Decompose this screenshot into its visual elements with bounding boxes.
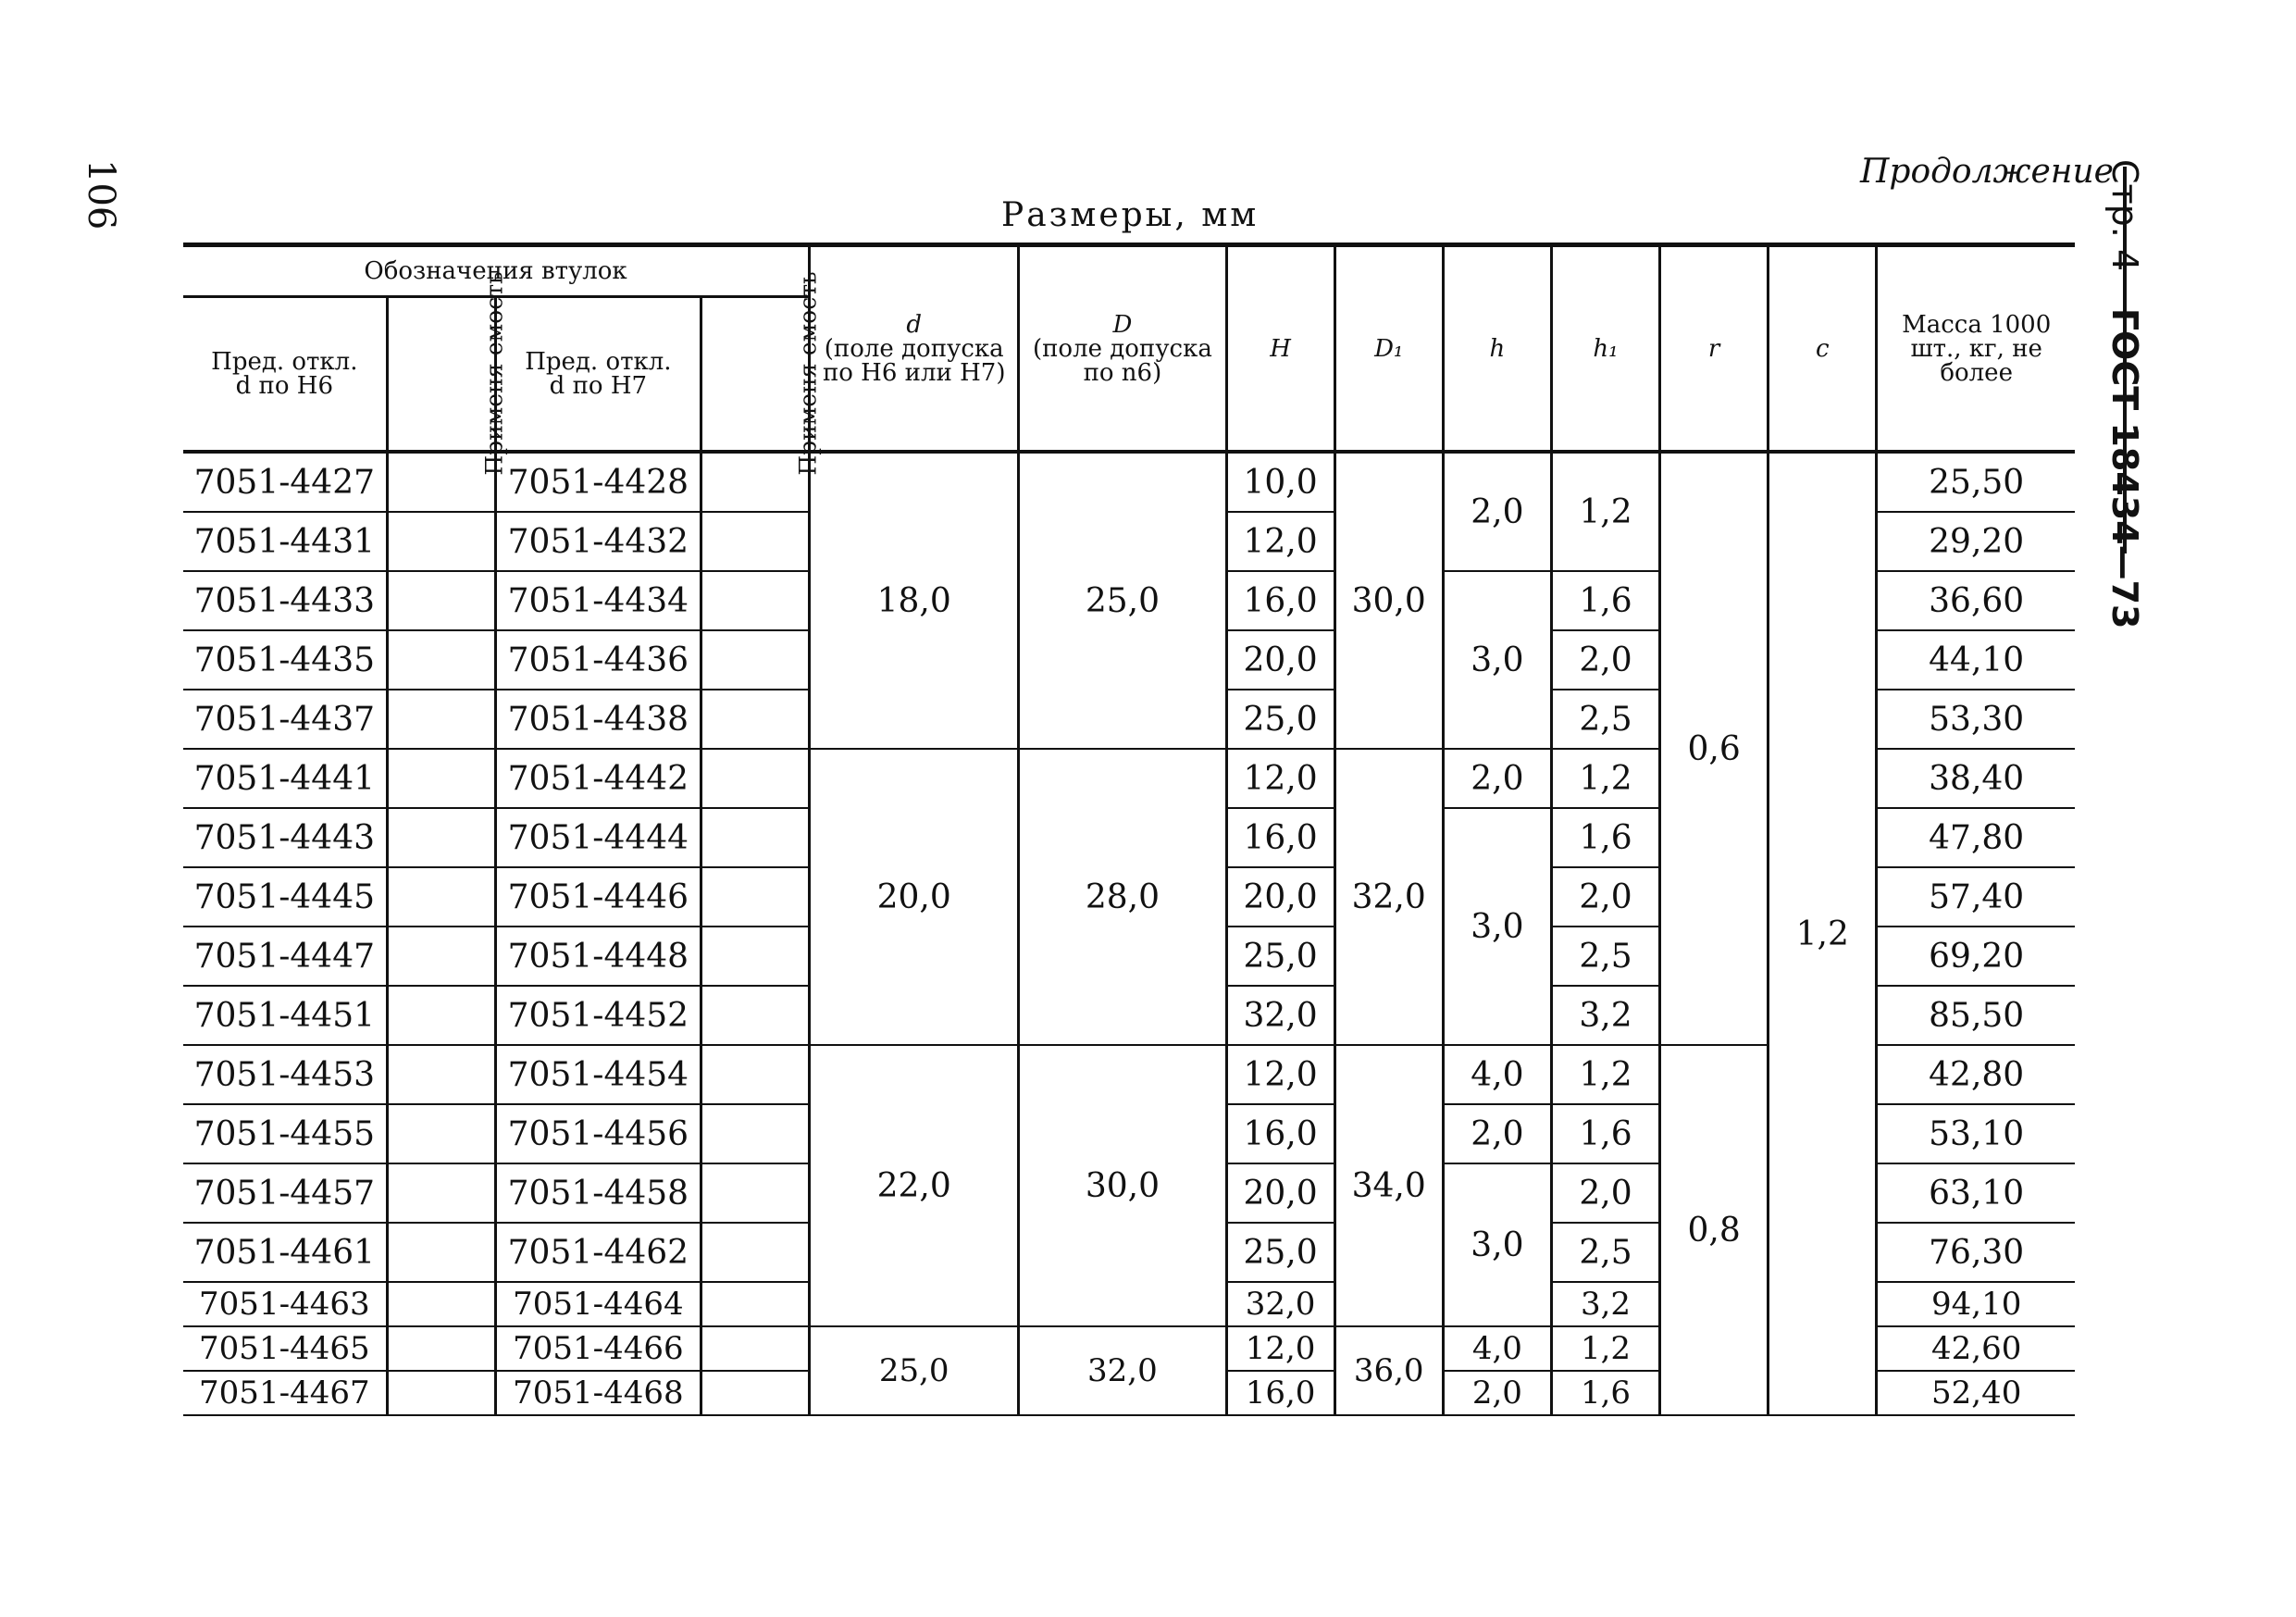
mass-value: 47,80 [1877, 808, 2075, 867]
h-value: 4,0 [1443, 1326, 1551, 1371]
D-value: 32,0 [1019, 1326, 1226, 1415]
designation-h7: 7051-4448 [495, 927, 701, 986]
applicability-cell [701, 630, 809, 690]
designation-h6: 7051-4451 [183, 986, 387, 1045]
dimensions-table-wrap [183, 243, 2075, 1416]
mass-value: 36,60 [1877, 571, 2075, 630]
header-H-label: H [1270, 334, 1291, 363]
h-value: 3,0 [1443, 808, 1551, 1045]
header-applicability-1 [387, 271, 508, 476]
dimensions-table [183, 243, 2075, 1416]
H-value: 32,0 [1226, 986, 1334, 1045]
designation-h6: 7051-4443 [183, 808, 387, 867]
applicability-cell [701, 1326, 809, 1371]
designation-h6: 7051-4447 [183, 927, 387, 986]
header-r-label: r [1707, 334, 1720, 363]
mass-value: 29,20 [1877, 512, 2075, 571]
header-D1 [1334, 245, 1443, 453]
D-value: 25,0 [1019, 452, 1226, 749]
applicability-cell [387, 690, 495, 749]
applicability-cell [387, 986, 495, 1045]
mass-value: 94,10 [1877, 1282, 2075, 1326]
table-caption: Размеры, мм [1001, 196, 1260, 234]
header-mass: Масса 1000 шт., кг, не более [1877, 245, 2075, 453]
applicability-cell [701, 1371, 809, 1415]
header-d-symbol: d [906, 310, 923, 339]
header-H [1226, 245, 1334, 453]
mass-value: 42,80 [1877, 1045, 2075, 1104]
h-value: 3,0 [1443, 571, 1551, 749]
header-h6-sub: d по H6 [235, 372, 333, 400]
applicability-cell [701, 1104, 809, 1163]
h-value: 2,0 [1443, 1104, 1551, 1163]
designation-h7: 7051-4434 [495, 571, 701, 630]
mass-value: 42,60 [1877, 1326, 2075, 1371]
H-value: 10,0 [1226, 452, 1334, 512]
h1-value: 2,5 [1551, 690, 1659, 749]
applicability-cell [387, 1163, 495, 1223]
H-value: 25,0 [1226, 690, 1334, 749]
H-value: 16,0 [1226, 808, 1334, 867]
applicability-cell [701, 867, 809, 927]
H-value: 12,0 [1226, 512, 1334, 571]
mass-value: 85,50 [1877, 986, 2075, 1045]
d-value: 25,0 [810, 1326, 1019, 1415]
H-value: 16,0 [1226, 1371, 1334, 1415]
designation-h7: 7051-4454 [495, 1045, 701, 1104]
D1-value: 32,0 [1334, 749, 1443, 1045]
H-value: 20,0 [1226, 867, 1334, 927]
header-d [810, 245, 1019, 453]
designation-h7: 7051-4428 [495, 452, 701, 512]
header-applicability-1-label: Применя-емость [480, 271, 508, 476]
designation-h6: 7051-4465 [183, 1326, 387, 1371]
applicability-cell [701, 571, 809, 630]
h1-value: 2,0 [1551, 867, 1659, 927]
h1-value: 2,0 [1551, 1163, 1659, 1223]
H-value: 32,0 [1226, 1282, 1334, 1326]
designation-h6: 7051-4435 [183, 630, 387, 690]
side-header [2104, 159, 2145, 628]
applicability-cell [701, 1045, 809, 1104]
designation-h6: 7051-4453 [183, 1045, 387, 1104]
H-value: 16,0 [1226, 1104, 1334, 1163]
header-h6 [183, 297, 387, 453]
designation-h7: 7051-4436 [495, 630, 701, 690]
D-value: 30,0 [1019, 1045, 1226, 1326]
designation-h7: 7051-4458 [495, 1163, 701, 1223]
mass-value: 53,30 [1877, 690, 2075, 749]
header-D-desc: (поле допуска по n6) [1032, 334, 1212, 387]
applicability-cell [701, 749, 809, 808]
header-applicability-2 [701, 271, 822, 476]
applicability-cell [387, 867, 495, 927]
h1-value: 2,0 [1551, 630, 1659, 690]
h1-value: 1,2 [1551, 452, 1659, 571]
header-h7 [495, 297, 701, 453]
h1-value: 1,2 [1551, 1045, 1659, 1104]
designation-h6: 7051-4427 [183, 452, 387, 512]
applicability-cell [701, 986, 809, 1045]
D-value: 28,0 [1019, 749, 1226, 1045]
h1-value: 3,2 [1551, 1282, 1659, 1326]
header-applicability-2-label: Применя-емость [794, 271, 822, 476]
h-value: 4,0 [1443, 1045, 1551, 1104]
applicability-cell [387, 1326, 495, 1371]
H-value: 12,0 [1226, 1045, 1334, 1104]
mass-value: 63,10 [1877, 1163, 2075, 1223]
designation-h6: 7051-4445 [183, 867, 387, 927]
continuation-label: Продолжение [1860, 153, 2114, 191]
d-value: 20,0 [810, 749, 1019, 1045]
mass-value: 38,40 [1877, 749, 2075, 808]
header-h6-label: Пред. откл. [211, 348, 358, 376]
r-value: 0,8 [1660, 1045, 1769, 1415]
D1-value: 36,0 [1334, 1326, 1443, 1415]
applicability-cell [701, 1163, 809, 1223]
applicability-cell [387, 1045, 495, 1104]
mass-value: 53,10 [1877, 1104, 2075, 1163]
designation-h7: 7051-4432 [495, 512, 701, 571]
designation-h7: 7051-4464 [495, 1282, 701, 1326]
designation-h6: 7051-4461 [183, 1223, 387, 1282]
header-h7-label: Пред. откл. [525, 348, 672, 376]
H-value: 25,0 [1226, 1223, 1334, 1282]
designation-h6: 7051-4433 [183, 571, 387, 630]
h1-value: 1,6 [1551, 808, 1659, 867]
h1-value: 1,2 [1551, 749, 1659, 808]
applicability-cell [387, 1282, 495, 1326]
applicability-cell [387, 808, 495, 867]
applicability-cell [387, 1371, 495, 1415]
mass-value: 57,40 [1877, 867, 2075, 927]
h-value: 3,0 [1443, 1163, 1551, 1326]
applicability-cell [701, 1223, 809, 1282]
designation-h6: 7051-4455 [183, 1104, 387, 1163]
applicability-cell [387, 452, 495, 512]
h1-value: 2,5 [1551, 927, 1659, 986]
designation-h7: 7051-4446 [495, 867, 701, 927]
header-h [1443, 245, 1551, 453]
side-page-label: Стр. 4 [2104, 159, 2145, 272]
h-value: 2,0 [1443, 452, 1551, 571]
header-h7-sub: d по H7 [549, 372, 648, 400]
mass-value: 25,50 [1877, 452, 2075, 512]
applicability-cell [701, 512, 809, 571]
designation-h6: 7051-4437 [183, 690, 387, 749]
h1-value: 1,6 [1551, 571, 1659, 630]
c-value: 1,2 [1769, 452, 1877, 1415]
H-value: 20,0 [1226, 1163, 1334, 1223]
header-h1 [1551, 245, 1659, 453]
header-D-symbol: D [1112, 310, 1133, 339]
D1-value: 34,0 [1334, 1045, 1443, 1326]
h-value: 2,0 [1443, 1371, 1551, 1415]
h1-value: 3,2 [1551, 986, 1659, 1045]
applicability-cell [701, 808, 809, 867]
d-value: 18,0 [810, 452, 1019, 749]
header-r [1660, 245, 1769, 453]
header-D [1019, 245, 1226, 453]
H-value: 20,0 [1226, 630, 1334, 690]
applicability-cell [387, 1104, 495, 1163]
r-value: 0,6 [1660, 452, 1769, 1045]
page-number: 106 [80, 159, 122, 230]
header-d-desc: (поле допуска по H6 или H7) [822, 334, 1006, 387]
designation-h6: 7051-4457 [183, 1163, 387, 1223]
applicability-cell [701, 690, 809, 749]
header-group-designations: Обозначения втулок [183, 245, 810, 297]
applicability-cell [387, 512, 495, 571]
designation-h7: 7051-4462 [495, 1223, 701, 1282]
mass-value: 69,20 [1877, 927, 2075, 986]
applicability-cell [387, 1223, 495, 1282]
H-value: 16,0 [1226, 571, 1334, 630]
h-value: 2,0 [1443, 749, 1551, 808]
H-value: 12,0 [1226, 1326, 1334, 1371]
h1-value: 1,6 [1551, 1104, 1659, 1163]
D1-value: 30,0 [1334, 452, 1443, 749]
h1-value: 1,6 [1551, 1371, 1659, 1415]
header-h-label: h [1489, 334, 1506, 363]
designation-h7: 7051-4452 [495, 986, 701, 1045]
applicability-cell [387, 927, 495, 986]
designation-h6: 7051-4463 [183, 1282, 387, 1326]
designation-h7: 7051-4456 [495, 1104, 701, 1163]
header-c [1769, 245, 1877, 453]
table-row [183, 452, 2075, 512]
applicability-cell [387, 630, 495, 690]
applicability-cell [701, 927, 809, 986]
designation-h7: 7051-4466 [495, 1326, 701, 1371]
designation-h7: 7051-4444 [495, 808, 701, 867]
h1-value: 1,2 [1551, 1326, 1659, 1371]
designation-h6: 7051-4467 [183, 1371, 387, 1415]
mass-value: 52,40 [1877, 1371, 2075, 1415]
designation-h6: 7051-4441 [183, 749, 387, 808]
d-value: 22,0 [810, 1045, 1019, 1326]
mass-value: 44,10 [1877, 630, 2075, 690]
header-D1-label: D₁ [1374, 334, 1404, 363]
designation-h7: 7051-4468 [495, 1371, 701, 1415]
h1-value: 2,5 [1551, 1223, 1659, 1282]
H-value: 12,0 [1226, 749, 1334, 808]
applicability-cell [701, 452, 809, 512]
designation-h7: 7051-4438 [495, 690, 701, 749]
mass-value: 76,30 [1877, 1223, 2075, 1282]
designation-h6: 7051-4431 [183, 512, 387, 571]
applicability-cell [387, 749, 495, 808]
table-body [183, 452, 2075, 1415]
H-value: 25,0 [1226, 927, 1334, 986]
applicability-cell [387, 571, 495, 630]
header-c-label: c [1815, 334, 1830, 363]
standard-number: ГОСТ 18434—73 [2104, 307, 2145, 629]
designation-h7: 7051-4442 [495, 749, 701, 808]
header-h1-label: h₁ [1593, 334, 1619, 363]
applicability-cell [701, 1282, 809, 1326]
